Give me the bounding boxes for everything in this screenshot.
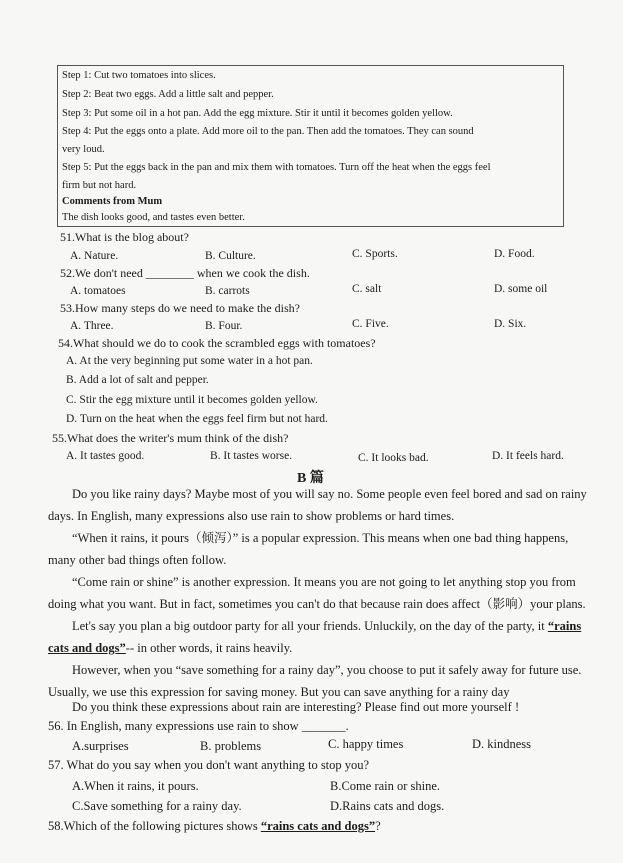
question-54: 54.What should we do to cook the scrambled eggs with tomatoes? bbox=[58, 336, 376, 350]
step-3: Step 3: Put some oil in a hot pan. Add the egg mixture. Stir it until it becomes golden yellow. bbox=[62, 108, 453, 119]
q56-option-c: C. happy times bbox=[328, 737, 404, 751]
q51-option-a: A. Nature. bbox=[70, 250, 119, 262]
step-5-cont: firm but not hard. bbox=[62, 180, 137, 191]
q56-option-a: A.surprises bbox=[72, 739, 129, 753]
q57-option-b: B.Come rain or shine. bbox=[330, 779, 441, 793]
q52-option-a: A. tomatoes bbox=[70, 285, 126, 297]
passage-p4 bbox=[48, 615, 588, 659]
passage-p4-text: Let's say you plan a big outdoor party for all your friends. Unluckily, on the day of the party, it bbox=[72, 619, 545, 633]
question-58 bbox=[48, 819, 381, 834]
step-4-cont: very loud. bbox=[62, 144, 105, 155]
passage-p1: Do you like rainy days? Maybe most of you will say no. Some people even feel bored and sad on rainy days. In English, many expressions also use rain to show problems or hard times. bbox=[48, 487, 587, 523]
question-58-phrase: “rains cats and dogs” bbox=[260, 819, 376, 833]
q53-option-c: C. Five. bbox=[352, 318, 389, 330]
recipe-box bbox=[57, 65, 564, 227]
comments-text: The dish looks good, and tastes even better. bbox=[62, 212, 245, 223]
q52-option-d: D. some oil bbox=[494, 283, 548, 295]
q55-option-b: B. It tastes worse. bbox=[210, 450, 293, 462]
q56-option-d: D. kindness bbox=[472, 737, 532, 751]
step-5: Step 5: Put the eggs back in the pan and mix them with tomatoes. Turn off the heat when the eggs feel bbox=[62, 162, 491, 173]
comments-title: Comments from Mum bbox=[62, 196, 163, 207]
q52-option-b: B. carrots bbox=[205, 285, 250, 297]
q54-option-d: D. Turn on the heat when the eggs feel firm but not hard. bbox=[66, 413, 328, 425]
q55-option-d: D. It feels hard. bbox=[492, 450, 564, 462]
question-58-mark: ? bbox=[375, 819, 381, 833]
question-51: 51.What is the blog about? bbox=[60, 230, 189, 244]
q53-option-d: D. Six. bbox=[494, 318, 527, 330]
passage-p4-tail: -- in other words, it rains heavily. bbox=[125, 641, 293, 655]
q51-option-d: D. Food. bbox=[494, 248, 535, 260]
q53-option-b: B. Four. bbox=[205, 320, 243, 332]
step-2: Step 2: Beat two eggs. Add a little salt and pepper. bbox=[62, 89, 274, 100]
step-1: Step 1: Cut two tomatoes into slices. bbox=[62, 70, 216, 81]
question-52: 52.We don't need ________ when we cook the dish. bbox=[60, 266, 310, 280]
passage-p5: However, when you “save something for a rainy day”, you choose to put it safely away for future use. Usually, we use this expression for saving money. But you can save anything for a rainy day bbox=[48, 663, 582, 699]
step-4: Step 4: Put the eggs onto a plate. Add more oil to the pan. Then add the tomatoes. They can sound bbox=[62, 126, 474, 137]
q55-option-a: A. It tastes good. bbox=[66, 450, 145, 462]
q55-option-c: C. It looks bad. bbox=[358, 452, 429, 464]
q57-option-d: D.Rains cats and dogs. bbox=[330, 799, 445, 813]
question-56: 56. In English, many expressions use rain to show _______. bbox=[48, 719, 349, 733]
q57-option-a: A.When it rains, it pours. bbox=[72, 779, 199, 793]
rains-cats-and-dogs-phrase: “rains cats and dogs” bbox=[48, 619, 582, 655]
question-53: 53.How many steps do we need to make the dish? bbox=[60, 301, 300, 315]
q54-option-a: A. At the very beginning put some water in a hot pan. bbox=[66, 355, 313, 367]
q51-option-c: C. Sports. bbox=[352, 248, 398, 260]
q57-option-c: C.Save something for a rainy day. bbox=[72, 799, 242, 813]
q54-option-b: B. Add a lot of salt and pepper. bbox=[66, 374, 209, 386]
q53-option-a: A. Three. bbox=[70, 320, 114, 332]
q56-option-b: B. problems bbox=[200, 739, 262, 753]
passage-p3: “Come rain or shine” is another expression. It means you are not going to let anything stop you from doing what you want. But in fact, sometimes you can't do that because rain does affect（影响）your plans. bbox=[48, 575, 586, 611]
passage-p6: Do you think these expressions about rain are interesting? Please find out more yourself ! bbox=[72, 700, 520, 714]
passage-p2: “When it rains, it pours（倾泻）” is a popular expression. This means when one bad thing happens, many other bad things often follow. bbox=[48, 531, 569, 567]
q54-option-c: C. Stir the egg mixture until it becomes golden yellow. bbox=[66, 394, 318, 406]
section-b-title: B 篇 bbox=[297, 471, 324, 486]
q51-option-b: B. Culture. bbox=[205, 250, 256, 262]
question-57: 57. What do you say when you don't want anything to stop you? bbox=[48, 758, 370, 772]
question-58-text: 58.Which of the following pictures shows bbox=[48, 819, 261, 833]
q52-option-c: C. salt bbox=[352, 283, 382, 295]
question-55: 55.What does the writer's mum think of the dish? bbox=[52, 431, 289, 445]
